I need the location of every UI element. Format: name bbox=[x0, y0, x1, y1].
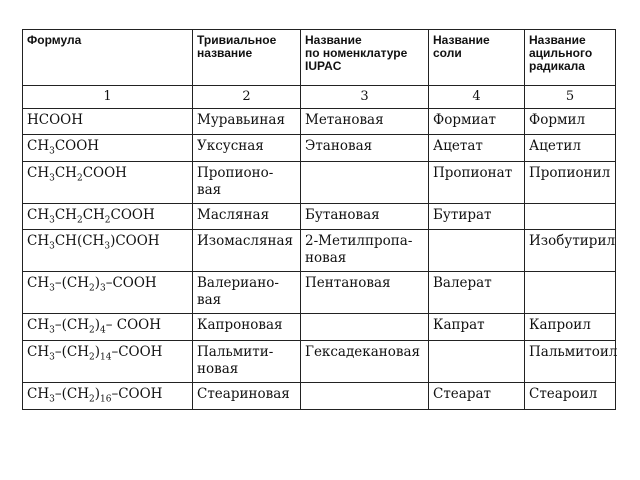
salt-name-cell bbox=[429, 341, 525, 383]
trivial-name-cell bbox=[193, 135, 301, 162]
cell-line: Ацетат bbox=[433, 138, 483, 154]
cell-line: Пропионо- bbox=[197, 164, 274, 181]
formula-text: COOH bbox=[82, 164, 127, 181]
cell-line: новая bbox=[305, 250, 347, 267]
cell-line: Капрат bbox=[433, 317, 485, 334]
trivial-name-cell bbox=[193, 383, 301, 410]
formula-subscript: 3 bbox=[49, 352, 55, 363]
cell-line: Изомасляная bbox=[197, 233, 294, 250]
cell-line: Валерат bbox=[433, 275, 492, 292]
cell-line: Стеариновая bbox=[197, 386, 290, 403]
cell-line: Бутират bbox=[433, 206, 492, 223]
formula-subscript: 2 bbox=[76, 215, 83, 226]
table-row bbox=[23, 161, 616, 203]
cell-line: Пропионил bbox=[529, 164, 611, 181]
formula-text: CH bbox=[27, 317, 50, 334]
table-row bbox=[23, 203, 616, 230]
acids-table-sheet bbox=[22, 29, 618, 452]
cell-line: Капроил bbox=[529, 317, 591, 334]
table-row bbox=[23, 135, 616, 162]
cell-line: Капроновая bbox=[197, 317, 283, 334]
formula-subscript: 2 bbox=[88, 326, 95, 337]
table-row bbox=[23, 341, 616, 383]
trivial-name-cell bbox=[193, 161, 301, 203]
formula-subscript: 3 bbox=[49, 173, 55, 184]
formula-cell bbox=[23, 161, 193, 203]
column-number: 3 bbox=[301, 86, 429, 109]
cell-line: Ацетил bbox=[529, 138, 581, 154]
formula-subscript: 2 bbox=[104, 215, 111, 226]
cell-line: Пальмитоил bbox=[529, 344, 618, 361]
formula-subscript: 3 bbox=[49, 146, 55, 157]
formula-text: COOH bbox=[54, 138, 100, 154]
cell-line: Гексадекановая bbox=[305, 344, 421, 361]
salt-name-cell bbox=[429, 203, 525, 230]
formula-subscript: 2 bbox=[76, 173, 83, 184]
iupac-name-cell bbox=[301, 230, 429, 272]
trivial-name-cell bbox=[193, 230, 301, 272]
formula-subscript: 3 bbox=[49, 326, 55, 337]
acyl-radical-cell bbox=[525, 135, 616, 162]
formula-text: CH bbox=[54, 164, 77, 181]
formula-subscript: 3 bbox=[99, 284, 106, 295]
formula-text: CH bbox=[82, 206, 105, 223]
salt-name-cell bbox=[429, 161, 525, 203]
cell-line: вая bbox=[197, 181, 222, 198]
formula-text: CH bbox=[27, 275, 50, 292]
formula-cell bbox=[23, 203, 193, 230]
formula-text: ) bbox=[94, 344, 100, 361]
trivial-name-cell bbox=[193, 109, 301, 135]
acyl-radical-cell bbox=[525, 203, 616, 230]
formula-subscript: 3 bbox=[49, 215, 55, 226]
cell-line: Стеароил bbox=[529, 386, 598, 403]
formula-text: –COOH bbox=[111, 344, 163, 361]
acyl-radical-cell bbox=[525, 230, 616, 272]
formula-cell bbox=[23, 135, 193, 162]
header-line: соли bbox=[433, 46, 462, 60]
salt-name-cell bbox=[429, 272, 525, 314]
cell-line: Пальмити- bbox=[197, 344, 274, 361]
formula-cell bbox=[23, 383, 193, 410]
formula-cell bbox=[23, 109, 193, 135]
formula-text: CH bbox=[27, 386, 50, 403]
header-line: Название bbox=[305, 33, 362, 47]
header-line: ацильного bbox=[529, 46, 593, 60]
column-number: 2 bbox=[193, 86, 301, 109]
header-line: Название bbox=[529, 33, 586, 47]
trivial-name-cell bbox=[193, 203, 301, 230]
iupac-name-cell bbox=[301, 109, 429, 135]
table-row bbox=[23, 314, 616, 341]
formula-text: – COOH bbox=[105, 317, 161, 334]
cell-line: Уксусная bbox=[197, 138, 264, 154]
header-formula bbox=[23, 30, 193, 86]
formula-text: CH bbox=[27, 138, 50, 154]
cell-line: Стеарат bbox=[433, 386, 491, 403]
formula-text: ) bbox=[94, 317, 100, 334]
cell-line: Формил bbox=[529, 112, 586, 128]
cell-line: новая bbox=[197, 361, 239, 378]
formula-cell bbox=[23, 314, 193, 341]
formula-subscript: 3 bbox=[104, 242, 111, 253]
cell-line: Муравьиная bbox=[197, 112, 285, 128]
cell-line: Пентановая bbox=[305, 275, 391, 292]
header-line: по номенклатуре bbox=[305, 46, 408, 60]
formula-text: CH bbox=[27, 206, 50, 223]
formula-subscript: 4 bbox=[99, 326, 106, 337]
formula-subscript: 2 bbox=[88, 394, 95, 405]
acyl-radical-cell bbox=[525, 109, 616, 135]
acyl-radical-cell bbox=[525, 161, 616, 203]
formula-text: CH(CH bbox=[54, 233, 105, 250]
formula-text: –(CH bbox=[54, 344, 89, 361]
column-number: 4 bbox=[429, 86, 525, 109]
formula-text: CH bbox=[54, 206, 77, 223]
formula-text: )COOH bbox=[110, 233, 160, 250]
iupac-name-cell bbox=[301, 383, 429, 410]
formula-text: –COOH bbox=[111, 386, 163, 403]
formula-cell bbox=[23, 230, 193, 272]
header-trivial-name bbox=[193, 30, 301, 86]
formula-text: CH bbox=[27, 164, 50, 181]
formula-text: ) bbox=[94, 386, 100, 403]
cell-line: Пропионат bbox=[433, 164, 513, 181]
salt-name-cell bbox=[429, 109, 525, 135]
table-row bbox=[23, 383, 616, 410]
salt-name-cell bbox=[429, 230, 525, 272]
formula-text: CH bbox=[27, 233, 50, 250]
formula-subscript: 2 bbox=[88, 352, 95, 363]
formula-cell bbox=[23, 341, 193, 383]
formula-subscript: 2 bbox=[88, 284, 95, 295]
acyl-radical-cell bbox=[525, 383, 616, 410]
cell-line: Масляная bbox=[197, 206, 270, 223]
iupac-name-cell bbox=[301, 341, 429, 383]
formula-subscript: 16 bbox=[99, 394, 112, 405]
header-line: Тривиальное bbox=[197, 33, 277, 47]
cell-line: Формиат bbox=[433, 112, 496, 128]
header-line: IUPAC bbox=[305, 59, 342, 73]
column-number: 1 bbox=[23, 86, 193, 109]
trivial-name-cell bbox=[193, 341, 301, 383]
table-row bbox=[23, 109, 616, 135]
trivial-name-cell bbox=[193, 314, 301, 341]
cell-line: Изобутирил bbox=[529, 233, 616, 250]
formula-text: –(CH bbox=[54, 275, 89, 292]
column-number: 5 bbox=[525, 86, 616, 109]
salt-name-cell bbox=[429, 135, 525, 162]
formula-subscript: 3 bbox=[49, 284, 55, 295]
cell-line: вая bbox=[197, 292, 222, 309]
cell-line: Валериано- bbox=[197, 275, 279, 292]
formula-text: –COOH bbox=[105, 275, 157, 292]
acyl-radical-cell bbox=[525, 272, 616, 314]
formula-text: COOH bbox=[110, 206, 155, 223]
header-acyl-radical bbox=[525, 30, 616, 86]
formula-cell bbox=[23, 272, 193, 314]
formula-text: –(CH bbox=[54, 317, 89, 334]
formula-text: HCOOH bbox=[27, 112, 84, 128]
iupac-name-cell bbox=[301, 203, 429, 230]
acyl-radical-cell bbox=[525, 314, 616, 341]
header-line: радикала bbox=[529, 59, 585, 73]
formula-text: CH bbox=[27, 344, 50, 361]
table-row bbox=[23, 272, 616, 314]
trivial-name-cell bbox=[193, 272, 301, 314]
table-row bbox=[23, 230, 616, 272]
header-line: название bbox=[197, 46, 253, 60]
iupac-name-cell bbox=[301, 161, 429, 203]
salt-name-cell bbox=[429, 314, 525, 341]
cell-line: Метановая bbox=[305, 112, 384, 128]
header-line: Название bbox=[433, 33, 490, 47]
header-iupac-name bbox=[301, 30, 429, 86]
formula-text: ) bbox=[94, 275, 100, 292]
cell-line: Бутановая bbox=[305, 206, 380, 223]
carboxylic-acids-table bbox=[22, 29, 616, 410]
header-line: Формула bbox=[27, 33, 82, 47]
header-salt-name bbox=[429, 30, 525, 86]
formula-subscript: 3 bbox=[49, 394, 55, 405]
formula-subscript: 14 bbox=[99, 352, 112, 363]
acyl-radical-cell bbox=[525, 341, 616, 383]
cell-line: 2-Метилпропа- bbox=[305, 233, 413, 250]
iupac-name-cell bbox=[301, 135, 429, 162]
iupac-name-cell bbox=[301, 314, 429, 341]
formula-text: –(CH bbox=[54, 386, 89, 403]
formula-subscript: 3 bbox=[49, 242, 55, 253]
column-number-row bbox=[23, 86, 616, 109]
header-row bbox=[23, 30, 616, 86]
cell-line: Этановая bbox=[305, 138, 373, 154]
iupac-name-cell bbox=[301, 272, 429, 314]
salt-name-cell bbox=[429, 383, 525, 410]
acid-rows bbox=[23, 109, 616, 410]
